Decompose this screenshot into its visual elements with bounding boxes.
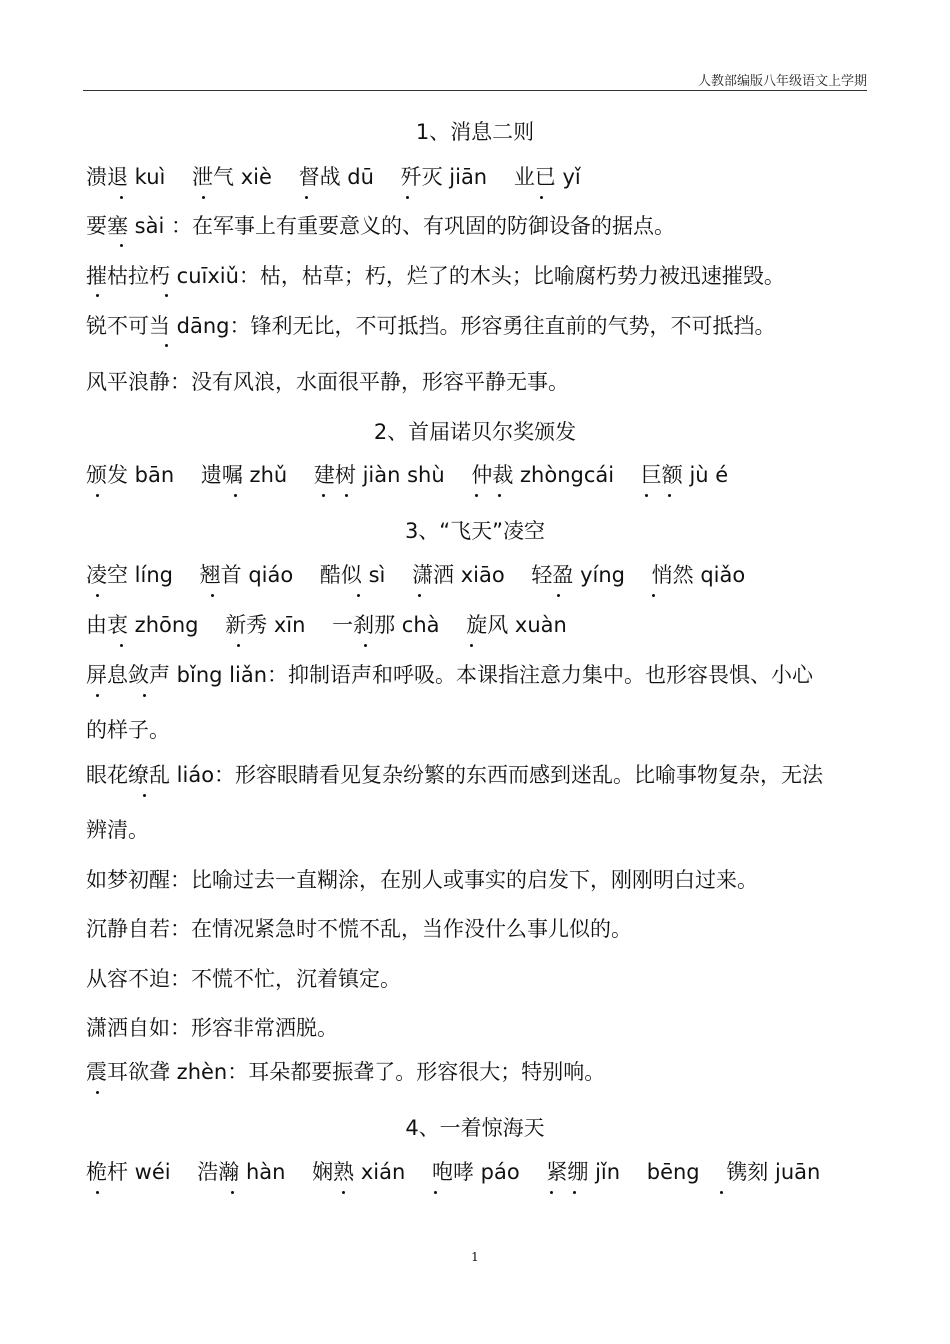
vocab-item: 轻盈 yíng bbox=[531, 563, 625, 587]
vocab-item: 仲裁 zhòngcái bbox=[471, 463, 615, 487]
vocab-line-3 bbox=[86, 561, 866, 589]
section-title-4: 4、一着惊海天 bbox=[405, 1116, 545, 1140]
emphasis-dot bbox=[342, 1191, 345, 1194]
definition-line: 锐不可当 dāng：锋利无比，不可抵挡。形容勇往直前的气势，不可抵挡。 bbox=[86, 314, 776, 338]
header-text: 人教部编版八年级语文上学期 bbox=[697, 74, 867, 89]
section-title-1: 1、消息二则 bbox=[415, 120, 535, 144]
emphasis-dot bbox=[345, 494, 348, 497]
vocab-line-2 bbox=[86, 461, 866, 489]
definition-line: 从容不迫：不慌不忙，沉着镇定。 bbox=[86, 967, 401, 991]
emphasis-dot bbox=[305, 196, 308, 199]
emphasis-dot bbox=[143, 694, 146, 697]
emphasis-dot bbox=[96, 294, 99, 297]
vocab-item: 巨额 jù é bbox=[640, 463, 729, 487]
emphasis-dot bbox=[540, 196, 543, 199]
vocab-item: 浩瀚 hàn bbox=[197, 1160, 286, 1184]
vocab-item: 由衷 zhōng bbox=[86, 613, 199, 637]
emphasis-dot bbox=[434, 1191, 437, 1194]
vocab-item: 新秀 xīn bbox=[225, 613, 306, 637]
emphasis-dot bbox=[406, 196, 409, 199]
vocab-line-1 bbox=[86, 163, 866, 191]
emphasis-dot bbox=[322, 494, 325, 497]
vocab-item: 溃退 kuì bbox=[86, 165, 166, 189]
emphasis-dot bbox=[120, 244, 123, 247]
emphasis-dot bbox=[573, 1191, 576, 1194]
emphasis-dot bbox=[211, 594, 214, 597]
vocab-item: 颁发 bān bbox=[86, 463, 175, 487]
emphasis-dot bbox=[475, 494, 478, 497]
emphasis-dot bbox=[470, 644, 473, 647]
emphasis-dot bbox=[237, 644, 240, 647]
vocab-item: 凌空 líng bbox=[86, 563, 173, 587]
section-title-3: 3、“飞天”凌空 bbox=[404, 519, 546, 543]
vocab-item: 悄然 qiǎo bbox=[651, 563, 746, 587]
vocab-line-4 bbox=[86, 611, 866, 639]
emphasis-dot bbox=[498, 494, 501, 497]
definition-line: 屏息敛声 bǐng liǎn：抑制语声和呼吸。本课指注意力集中。也形容畏惧、小心 bbox=[86, 663, 813, 687]
emphasis-dot bbox=[418, 594, 421, 597]
emphasis-dot bbox=[165, 294, 168, 297]
vocab-item: 泄气 xiè bbox=[192, 165, 272, 189]
vocab-item: 酷似 sì bbox=[319, 563, 386, 587]
definition-line: 风平浪静：没有风浪，水面很平静，形容平静无事。 bbox=[86, 370, 569, 394]
definition-line: 辨清。 bbox=[86, 818, 149, 842]
vocab-item: 歼灭 jiān bbox=[400, 165, 488, 189]
emphasis-dot bbox=[645, 494, 648, 497]
emphasis-dot bbox=[652, 594, 655, 597]
emphasis-dot bbox=[720, 1191, 723, 1194]
vocab-item: 遗嘱 zhǔ bbox=[200, 463, 288, 487]
vocab-line-5 bbox=[86, 1158, 866, 1186]
emphasis-dot bbox=[364, 644, 367, 647]
emphasis-dot bbox=[234, 494, 237, 497]
definition-line: 的样子。 bbox=[86, 718, 170, 742]
definition-line: 震耳欲聋 zhèn：耳朵都要振聋了。形容很大；特别响。 bbox=[86, 1060, 606, 1084]
emphasis-dot bbox=[96, 1191, 99, 1194]
emphasis-dot bbox=[96, 594, 99, 597]
vocab-item: 娴熟 xián bbox=[312, 1160, 406, 1184]
emphasis-dot bbox=[550, 1191, 553, 1194]
emphasis-dot bbox=[557, 594, 560, 597]
vocab-item: 建树 jiàn shù bbox=[313, 463, 445, 487]
vocab-item: 业已 yǐ bbox=[513, 165, 581, 189]
vocab-item: 一刹那 chà bbox=[332, 613, 440, 637]
emphasis-dot bbox=[165, 344, 168, 347]
vocab-item: 潇洒 xiāo bbox=[412, 563, 505, 587]
emphasis-dot bbox=[120, 196, 123, 199]
definition-line: 要塞 sài ：在军事上有重要意义的、有巩固的防御设备的据点。 bbox=[86, 214, 675, 238]
vocab-item: 旋风 xuàn bbox=[466, 613, 567, 637]
page-number: 1 bbox=[471, 1250, 479, 1264]
section-title-2: 2、首届诺贝尔奖颁发 bbox=[373, 420, 577, 444]
vocab-item: 督战 dū bbox=[298, 165, 374, 189]
emphasis-dot bbox=[143, 794, 146, 797]
vocab-item: 咆哮 páo bbox=[431, 1160, 520, 1184]
emphasis-dot bbox=[202, 196, 205, 199]
emphasis-dot bbox=[96, 494, 99, 497]
definition-line: 如梦初醒：比喻过去一直糊涂，在别人或事实的启发下，刚刚明白过来。 bbox=[86, 868, 758, 892]
definition-line: 潇洒自如：形容非常洒脱。 bbox=[86, 1016, 338, 1040]
definition-line: 沉静自若：在情况紧急时不慌不乱，当作没什么事儿似的。 bbox=[86, 917, 632, 941]
vocab-item: 镌刻 juān bbox=[726, 1160, 821, 1184]
emphasis-dot bbox=[120, 644, 123, 647]
page-header bbox=[83, 68, 867, 91]
vocab-item: bēng bbox=[646, 1160, 700, 1184]
vocab-item: 翘首 qiáo bbox=[199, 563, 294, 587]
vocab-item: 紧绷 jǐn bbox=[546, 1160, 621, 1184]
definition-line: 摧枯拉朽 cuīxiǔ：枯，枯草；朽，烂了的木头；比喻腐朽势力被迅速摧毁。 bbox=[86, 264, 785, 288]
definition-line: 眼花缭乱 liáo：形容眼睛看见复杂纷繁的东西而感到迷乱。比喻事物复杂，无法 bbox=[86, 763, 824, 787]
vocab-item: 桅杆 wéi bbox=[86, 1160, 171, 1184]
emphasis-dot bbox=[96, 1091, 99, 1094]
emphasis-dot bbox=[668, 494, 671, 497]
emphasis-dot bbox=[357, 594, 360, 597]
emphasis-dot bbox=[231, 1191, 234, 1194]
emphasis-dot bbox=[96, 694, 99, 697]
